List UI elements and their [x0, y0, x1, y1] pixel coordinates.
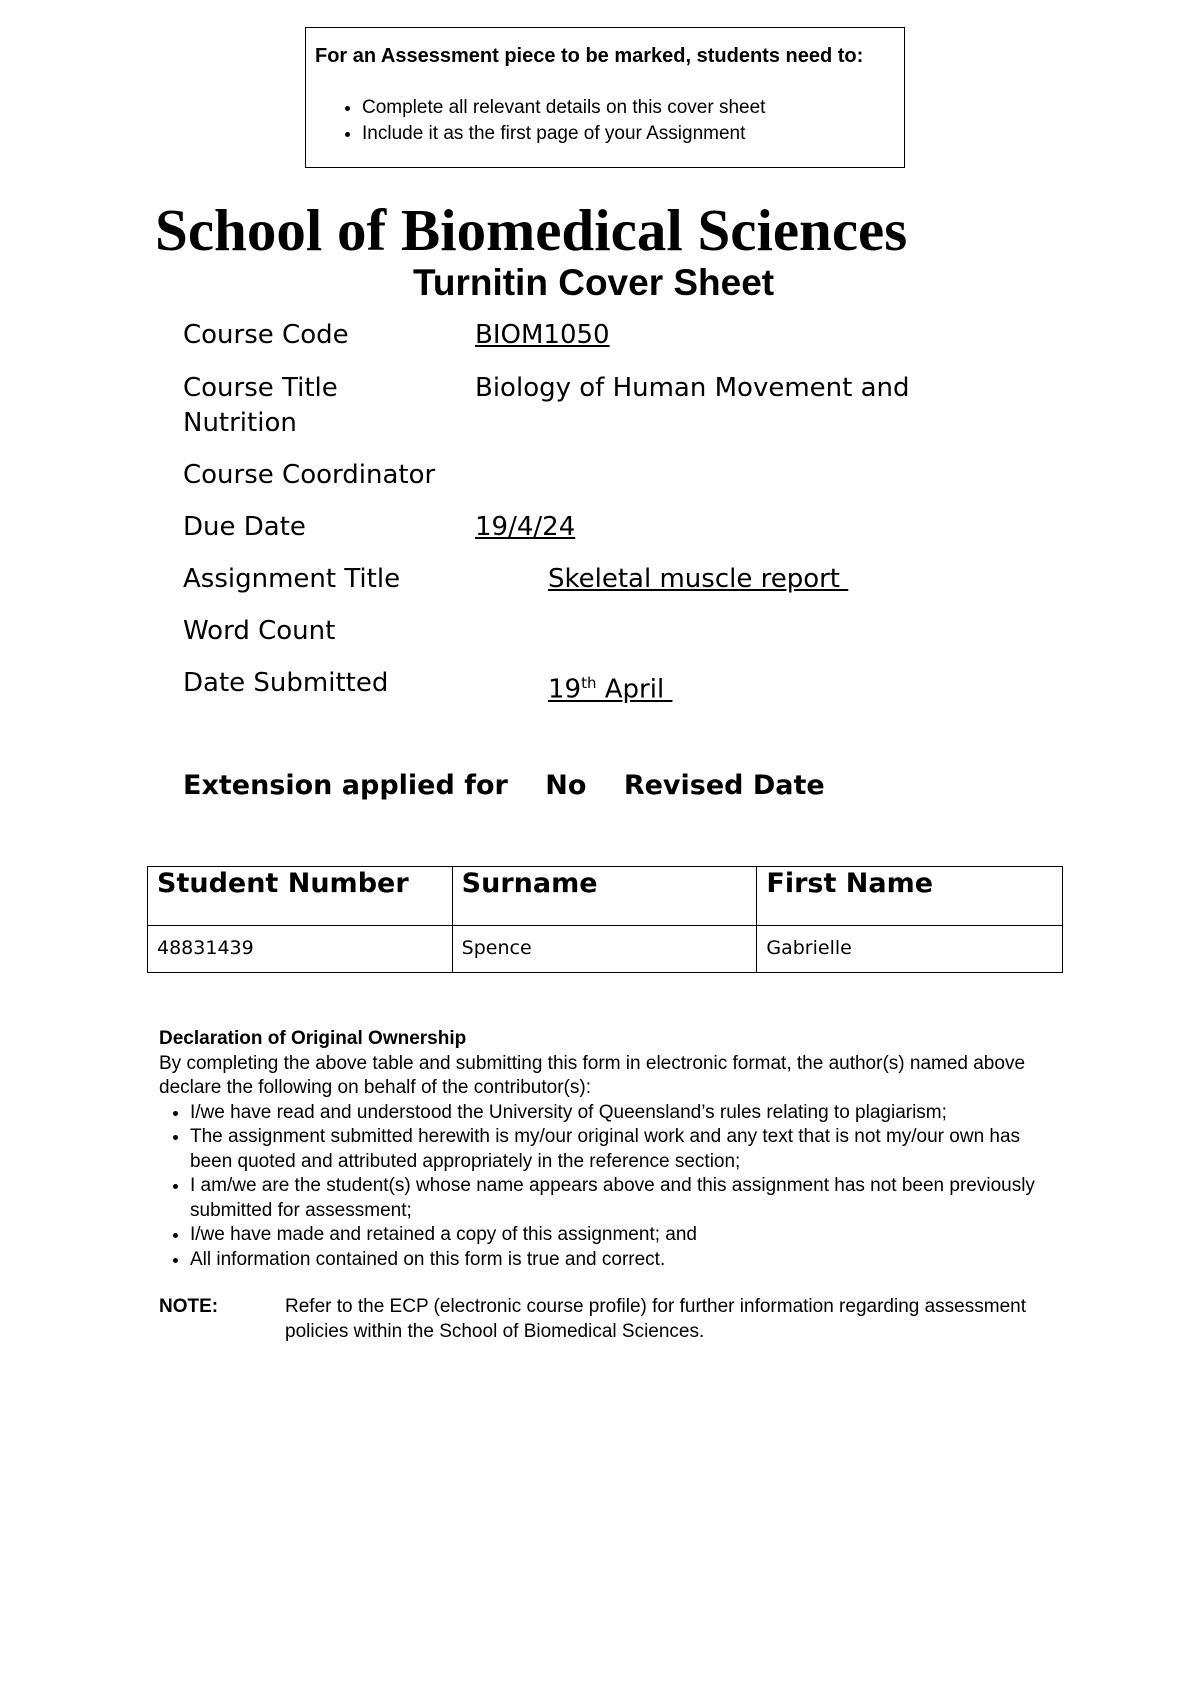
- header-first-name: First Name: [757, 867, 1063, 926]
- declaration-item: • I am/we are the student(s) whose name appears above and this assignment has not been previously submitted for assessment;: [190, 1174, 1039, 1223]
- due-date-value: 19/4/24: [475, 512, 576, 542]
- declaration-item: • All information contained on this form is true and correct.: [190, 1248, 1039, 1273]
- note-label: NOTE:: [159, 1296, 219, 1317]
- school-name: School of Biomedical Sciences: [155, 197, 908, 263]
- declaration-item: • I/we have made and retained a copy of this assignment; and: [190, 1223, 1039, 1248]
- header-surname: Surname: [452, 867, 757, 926]
- header-student-number: Student Number: [148, 867, 453, 926]
- course-code-value: BIOM1050: [475, 320, 610, 350]
- course-coordinator-label: Course Coordinator: [183, 460, 436, 490]
- instructions-box: [305, 27, 905, 168]
- table-header-row: [148, 867, 1063, 926]
- declaration-list: [159, 1101, 1039, 1273]
- instructions-list: [306, 95, 765, 147]
- cell-student-number: 48831439: [148, 926, 453, 973]
- declaration-intro: By completing the above table and submitting this form in electronic format, the author(s) named above declare the following on behalf of the contributor(s):: [159, 1052, 1026, 1098]
- date-submitted-label: Date Submitted: [183, 668, 389, 698]
- revised-date-label: Revised Date: [623, 770, 825, 801]
- note-text: Refer to the ECP (electronic course profile) for further information regarding assessment policies within the School of Biomedical Sciences.: [285, 1296, 1026, 1342]
- instructions-heading: For an Assessment piece to be marked, students need to:: [315, 45, 864, 67]
- date-submitted-suffix: th: [581, 674, 597, 692]
- declaration-item: • I/we have read and understood the University of Queensland’s rules relating to plagiarism;: [190, 1101, 1039, 1126]
- sheet-title: Turnitin Cover Sheet: [413, 262, 775, 303]
- course-title-value: Biology of Human Movement and: [475, 373, 910, 403]
- due-date-label: Due Date: [183, 512, 306, 542]
- date-submitted-day: 19: [548, 674, 582, 705]
- extension-label: Extension applied for: [183, 770, 508, 801]
- instruction-item: • Complete all relevant details on this cover sheet: [362, 95, 765, 121]
- course-title-label: Course Title: [183, 373, 338, 403]
- course-title-value-continued: Nutrition: [183, 408, 297, 438]
- cell-surname: Spence: [452, 926, 757, 973]
- declaration-title: Declaration of Original Ownership: [159, 1028, 467, 1049]
- table-row: [148, 926, 1063, 973]
- extension-value: No: [545, 770, 587, 801]
- declaration-section: [159, 1027, 1039, 1272]
- date-submitted-month: April: [596, 674, 673, 705]
- course-code-label: Course Code: [183, 320, 349, 350]
- declaration-item: • The assignment submitted herewith is my/our original work and any text that is not my/our own has been quoted and attributed appropriately in the reference section;: [190, 1125, 1039, 1174]
- date-submitted-value: [548, 666, 672, 707]
- student-table: [147, 866, 1063, 973]
- extension-row: [183, 770, 853, 801]
- word-count-label: Word Count: [183, 616, 336, 646]
- assignment-title-value: Skeletal muscle report: [548, 564, 849, 594]
- cell-first-name: Gabrielle: [757, 926, 1063, 973]
- assignment-title-label: Assignment Title: [183, 564, 401, 594]
- instruction-item: • Include it as the first page of your Assignment: [362, 121, 765, 147]
